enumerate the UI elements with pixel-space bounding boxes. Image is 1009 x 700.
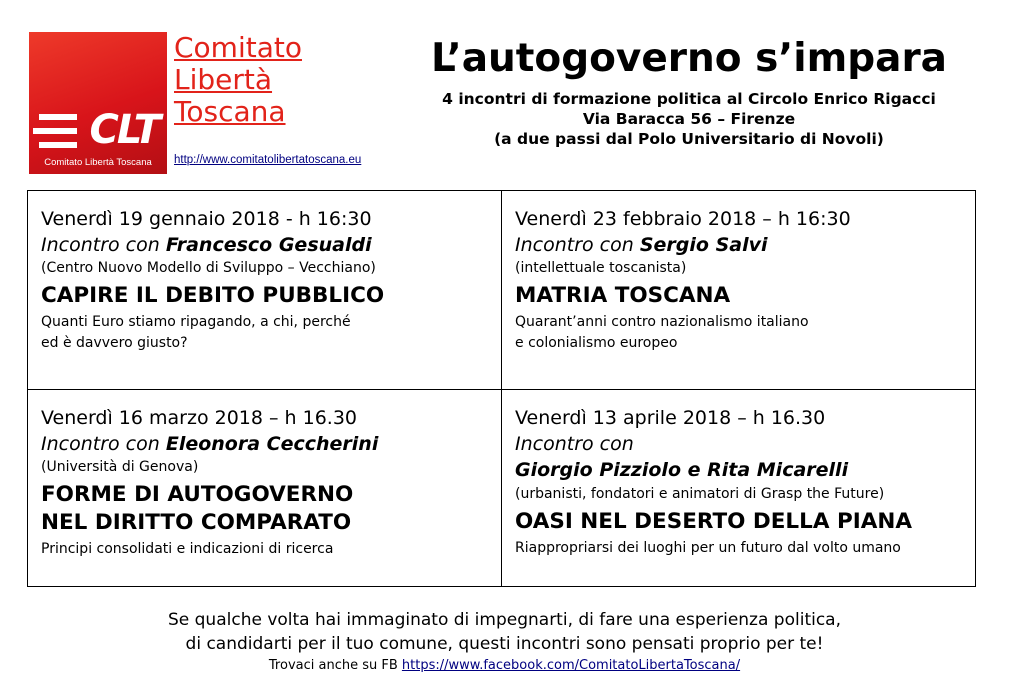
event-card-1 xyxy=(28,191,501,389)
topic-line: NEL DIRITTO COMPARATO xyxy=(41,510,352,535)
event-speaker: Sergio Salvi xyxy=(639,234,768,256)
event-description xyxy=(515,538,976,559)
topic-line: OASI NEL DESERTO DELLA PIANA xyxy=(515,509,912,534)
org-url-link[interactable]: http://www.comitatolibertatoscana.eu xyxy=(174,154,362,166)
event-meeting xyxy=(41,432,501,457)
logo-stripe xyxy=(39,114,77,120)
page-title: L’autogoverno s’impara xyxy=(431,36,947,81)
event-description xyxy=(41,312,501,354)
event-meeting: Incontro con xyxy=(515,433,634,455)
event-topic xyxy=(41,282,501,310)
org-name[interactable] xyxy=(174,32,394,128)
event-date: Venerdì 19 gennaio 2018 - h 16:30 xyxy=(41,208,372,230)
subtitle-line-1: 4 incontri di formazione politica al Circolo Enrico Rigacci xyxy=(442,90,936,108)
event-speaker: Giorgio Pizziolo e Rita Micarelli xyxy=(515,459,849,481)
meet-prefix: Incontro con xyxy=(515,234,640,256)
desc-line: Quarant’anni contro nazionalismo italiano xyxy=(515,314,809,330)
fb-prefix: Trovaci anche su FB xyxy=(268,658,402,673)
event-card-4 xyxy=(502,390,976,587)
footer-message xyxy=(0,608,1009,656)
org-name-line-2[interactable]: Libertà xyxy=(174,63,273,96)
logo-stripe xyxy=(33,128,77,134)
clt-logo xyxy=(29,32,167,174)
logo-stripe xyxy=(39,142,77,148)
meet-prefix: Incontro con xyxy=(41,234,166,256)
event-speaker: Francesco Gesualdi xyxy=(165,234,372,256)
facebook-link[interactable]: https://www.facebook.com/ComitatoLibertaToscana/ xyxy=(401,658,741,673)
events-grid xyxy=(27,190,976,587)
event-date: Venerdì 16 marzo 2018 – h 16.30 xyxy=(41,407,358,429)
event-date: Venerdì 13 aprile 2018 – h 16.30 xyxy=(515,407,826,429)
event-card-3 xyxy=(28,390,501,587)
desc-line: ed è davvero giusto? xyxy=(41,335,188,351)
topic-line: CAPIRE IL DEBITO PUBBLICO xyxy=(41,283,385,308)
topic-line: FORME DI AUTOGOVERNO xyxy=(41,482,354,507)
page-subtitle xyxy=(400,89,978,149)
logo-caption: Comitato Libertà Toscana xyxy=(44,157,152,168)
event-topic xyxy=(41,481,501,537)
event-speaker: Eleonora Ceccherini xyxy=(165,433,379,455)
desc-line: e colonialismo europeo xyxy=(515,335,678,351)
event-description xyxy=(41,539,501,560)
desc-line: Riappropriarsi dei luoghi per un futuro dal volto umano xyxy=(515,540,901,556)
event-affiliation: (Università di Genova) xyxy=(41,459,199,475)
event-affiliation: (urbanisti, fondatori e animatori di Grasp the Future) xyxy=(515,486,885,502)
footer-line-2: di candidarti per il tuo comune, questi incontri sono pensati proprio per te! xyxy=(185,634,824,654)
facebook-note xyxy=(0,657,1009,675)
event-topic xyxy=(515,508,976,536)
logo-letters: CLT xyxy=(89,107,159,153)
event-affiliation: (intellettuale toscanista) xyxy=(515,260,687,276)
desc-line: Principi consolidati e indicazioni di ricerca xyxy=(41,541,334,557)
org-name-line-1[interactable]: Comitato xyxy=(174,31,302,64)
meet-prefix: Incontro con xyxy=(41,433,166,455)
event-topic xyxy=(515,282,976,310)
desc-line: Quanti Euro stiamo ripagando, a chi, perché xyxy=(41,314,351,330)
event-card-2 xyxy=(502,191,976,389)
subtitle-line-3: (a due passi dal Polo Universitario di Novoli) xyxy=(494,130,884,148)
event-description xyxy=(515,312,976,354)
event-meeting xyxy=(41,233,501,258)
topic-line: MATRIA TOSCANA xyxy=(515,283,731,308)
event-meeting xyxy=(515,233,976,258)
subtitle-line-2: Via Baracca 56 – Firenze xyxy=(582,110,796,128)
org-name-line-3[interactable]: Toscana xyxy=(174,95,286,128)
event-date: Venerdì 23 febbraio 2018 – h 16:30 xyxy=(515,208,851,230)
footer-line-1: Se qualche volta hai immaginato di impegnarti, di fare una esperienza politica, xyxy=(167,610,841,630)
event-affiliation: (Centro Nuovo Modello di Sviluppo – Vecchiano) xyxy=(41,260,376,276)
